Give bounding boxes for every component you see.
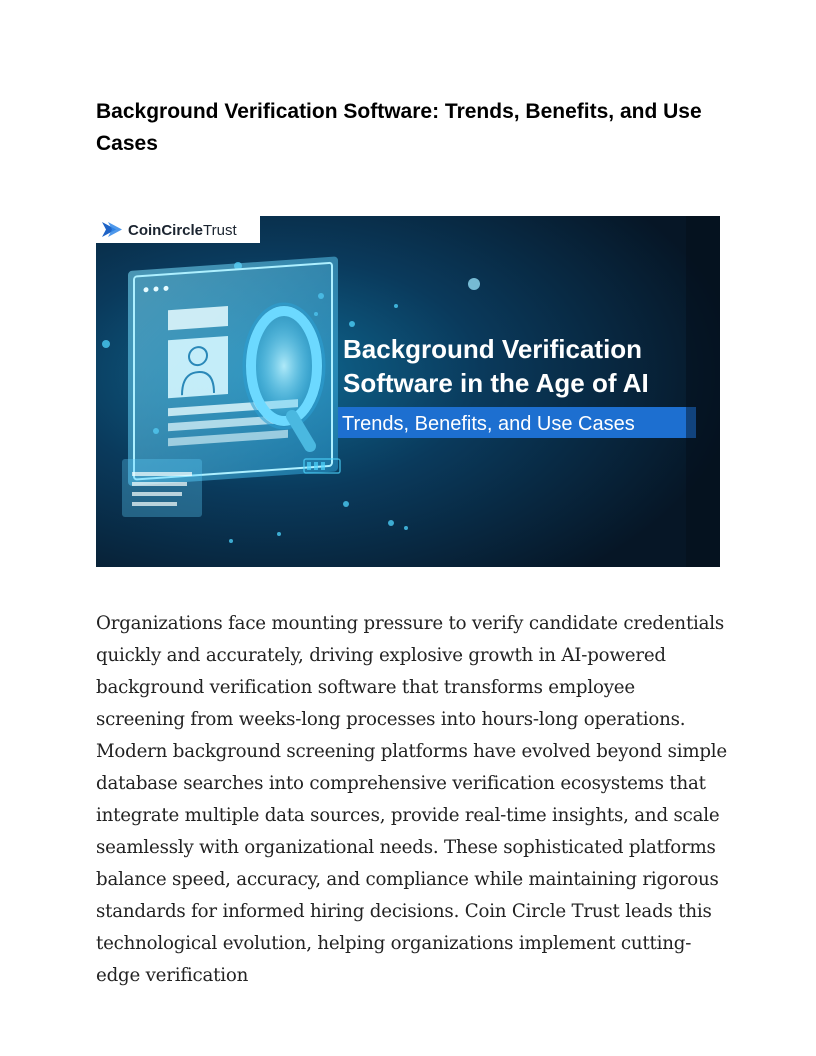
hero-banner-image (96, 216, 720, 567)
body-paragraph: Organizations face mounting pressure to verify candidate credentials quickly and accurately, driving explosive growth in AI-powered background verification software that transforms employee screening from weeks-long processes into hours-long operations. Modern background screening platforms have evolved beyond simple database searches into comprehensive verification ecosystems that integrate multiple data sources, provide real-time insights, and scale seamlessly with organizational needs. These sophisticated platforms balance speed, accuracy, and compliance while maintaining rigorous standards for informed hiring decisions. Coin Circle Trust leads this technological evolution, helping organizations implement cutting-edge verification (96, 613, 727, 986)
floating-card-illustration (122, 459, 202, 517)
page-title: Background Verification Software: Trends, Benefits, and Use Cases (96, 100, 702, 155)
hero-headline-line1: Background Verification (343, 334, 643, 364)
brand-name-bold: CoinCircle (128, 222, 204, 239)
hero-headline-line2: Software in the Age of AI (343, 368, 649, 398)
brand-name-light: Trust (203, 222, 237, 239)
brand-logo (96, 216, 260, 243)
svg-text:CoinCircleTrust (128, 222, 237, 239)
hero-subheadline: Trends, Benefits, and Use Cases (342, 413, 635, 435)
